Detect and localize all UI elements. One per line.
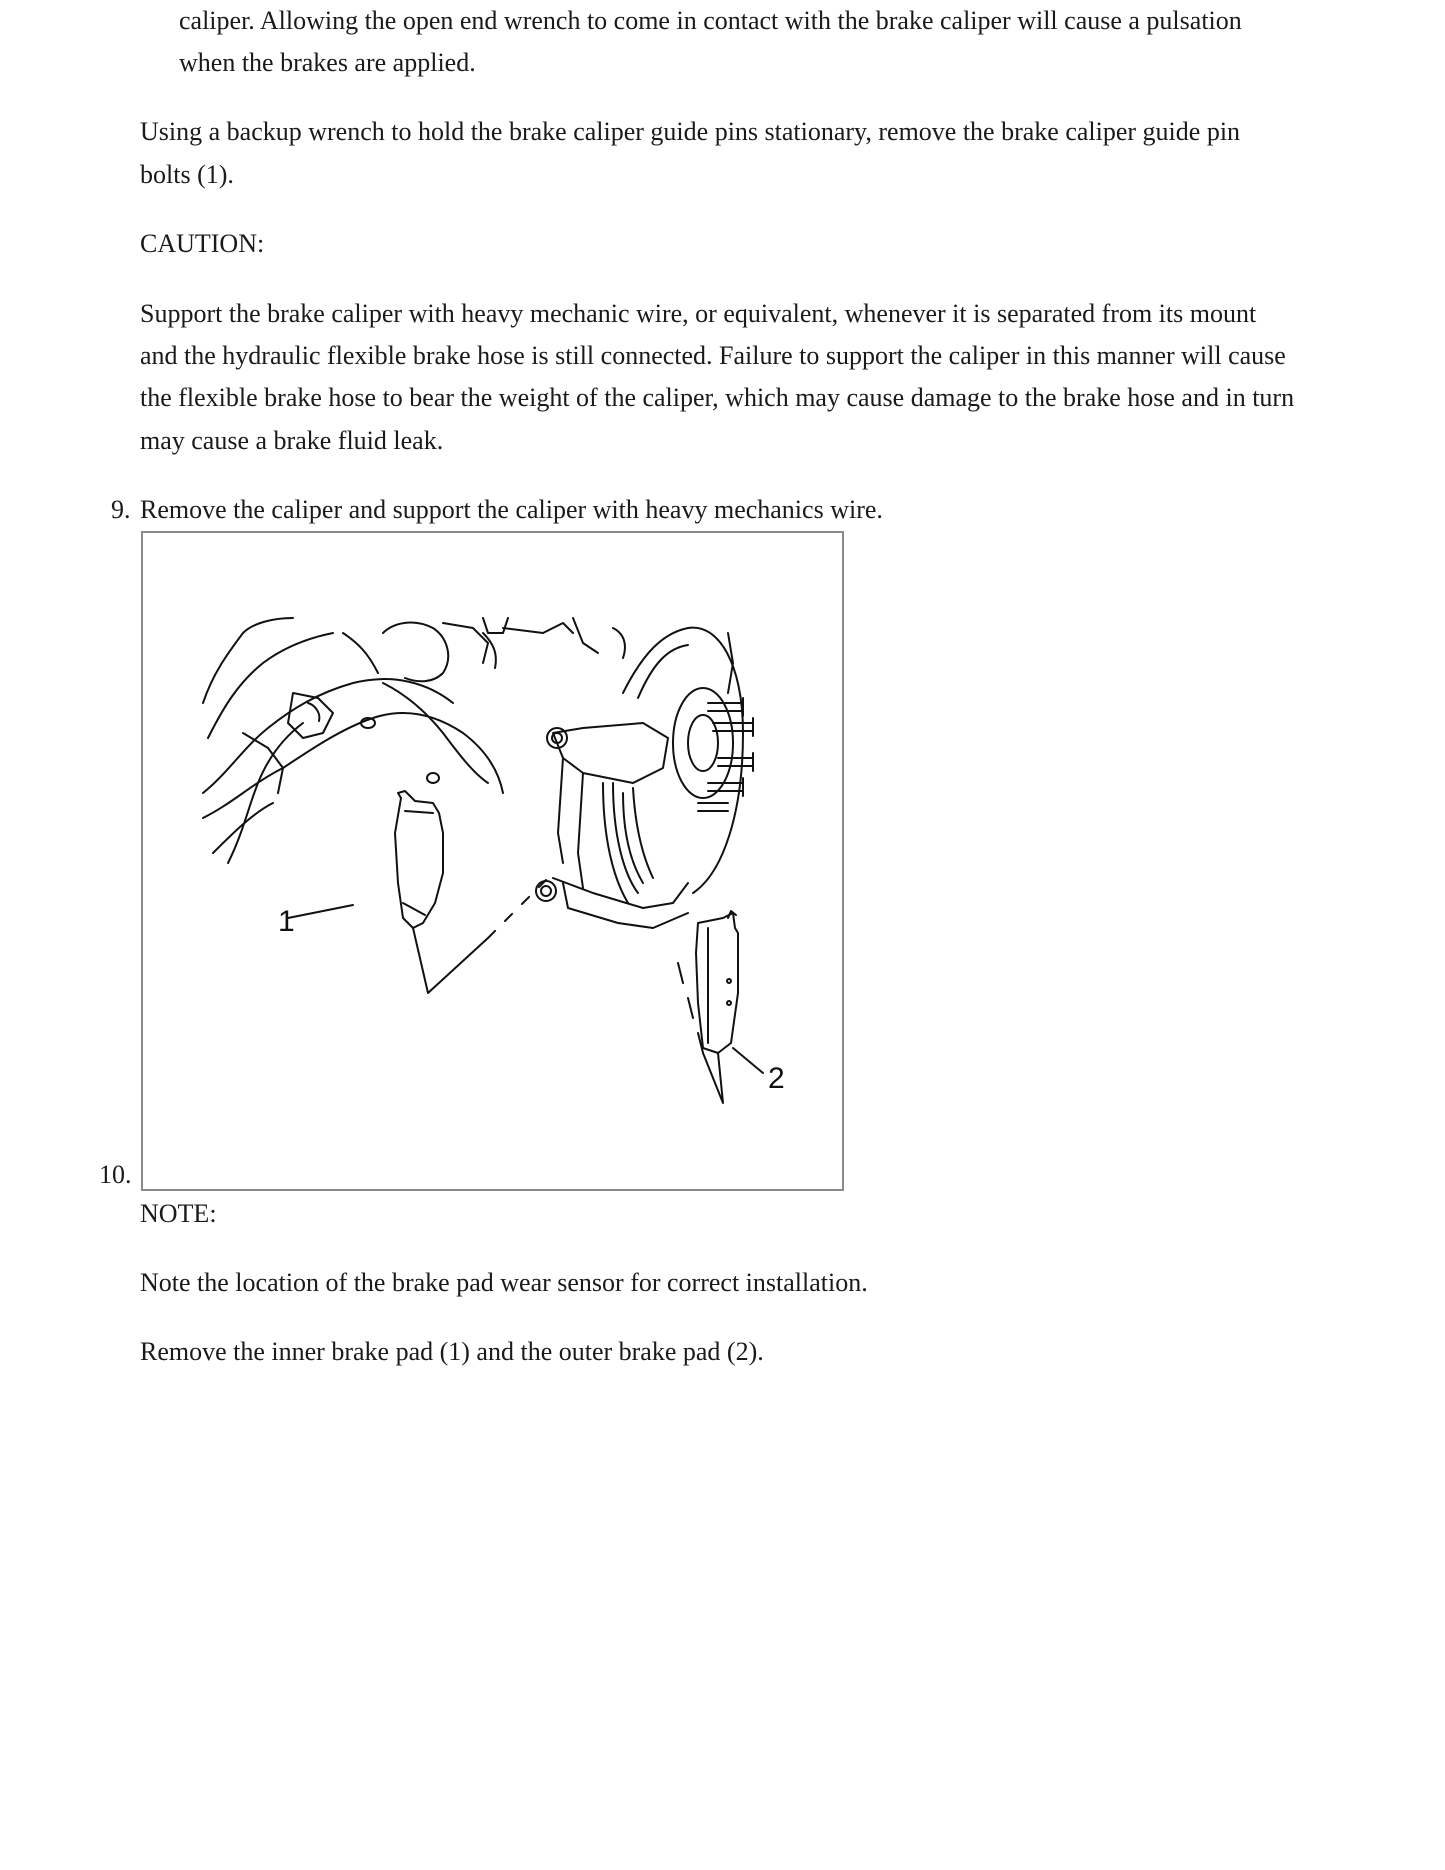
caution-text-line-4: may cause a brake fluid leak. — [140, 426, 444, 455]
brake-assembly-illustration — [143, 533, 842, 1189]
note-label: NOTE: — [140, 1199, 217, 1228]
callout-2-label: 2 — [768, 1062, 785, 1095]
warning-continuation-line-2: when the brakes are applied. — [179, 48, 476, 77]
note-text: Note the location of the brake pad wear sensor for correct installation. — [140, 1268, 868, 1297]
caution-text-line-3: the flexible brake hose to bear the weight of the caliper, which may cause damage to the brake hose and in turn — [140, 383, 1295, 412]
step-10-number: 10. — [99, 1160, 132, 1189]
callout-1-label: 1 — [278, 905, 295, 938]
caution-text-line-2: and the hydraulic flexible brake hose is still connected. Failure to support the caliper in this manner will cause — [140, 341, 1286, 370]
caution-text-line-1: Support the brake caliper with heavy mechanic wire, or equivalent, whenever it is separated from its mount — [140, 299, 1257, 328]
guide-pin-bolt-instruction-line-2: bolts (1). — [140, 160, 234, 189]
caution-label: CAUTION: — [140, 229, 265, 258]
warning-continuation-line-1: caliper. Allowing the open end wrench to come in contact with the brake caliper will cause a pulsation — [179, 6, 1242, 35]
step-9-text: Remove the caliper and support the caliper with heavy mechanics wire. — [140, 495, 883, 524]
guide-pin-bolt-instruction-line-1: Using a backup wrench to hold the brake caliper guide pins stationary, remove the brake caliper guide pin — [140, 117, 1241, 146]
step-9-number: 9. — [111, 495, 131, 524]
remove-brake-pads-instruction: Remove the inner brake pad (1) and the outer brake pad (2). — [140, 1337, 764, 1366]
brake-pad-removal-figure — [141, 531, 844, 1191]
